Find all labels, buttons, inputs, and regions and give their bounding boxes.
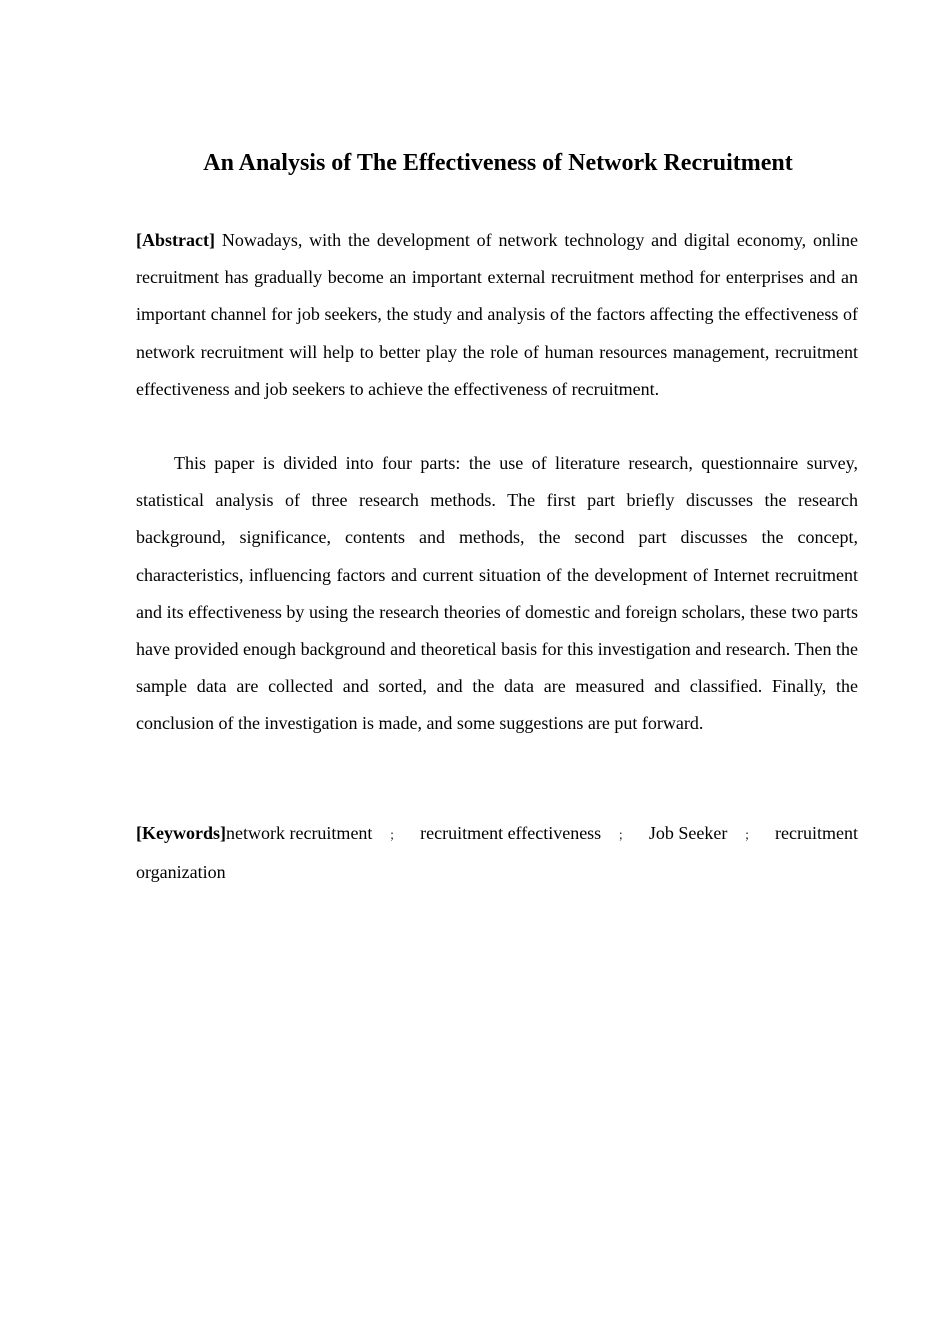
keywords-label: [Keywords] (136, 823, 226, 843)
keyword-item: recruitment (775, 823, 858, 843)
keyword-separator: ； (389, 828, 402, 842)
keywords-group (136, 815, 372, 852)
paper-title: An Analysis of The Effectiveness of Network Recruitment (203, 150, 793, 176)
keyword-item: organization (136, 862, 226, 883)
abstract-paragraph (136, 222, 858, 408)
keyword-item: Job Seeker (648, 823, 728, 843)
keywords-line (136, 815, 858, 854)
keyword-separator: ； (618, 828, 631, 842)
abstract-text: Nowadays, with the development of network technology and digital economy, online recruitment has gradually become an important external recruitment method for enterprises and an important channel for job seekers, the study and analysis of the factors affecting the effectiveness of network recruitment will help to better play the role of human resources management, recruitment effectiveness and job seekers to achieve the effectiveness of recruitment. (136, 230, 859, 399)
abstract-paragraph-2: This paper is divided into four parts: the use of literature research, questionnaire survey, statistical analysis of three research methods. The first part briefly discusses the research background, significance, contents and methods, the second part discusses the concept, characteristics, influencing factors and current situation of the development of Internet recruitment and its effectiveness by using the research theories of domestic and foreign scholars, these two parts have provided enough background and theoretical basis for this investigation and research. Then the sample data are collected and sorted, and the data are measured and classified. Finally, the conclusion of the investigation is made, and some suggestions are put forward. (136, 453, 858, 734)
keywords-section (136, 815, 858, 891)
abstract-label: [Abstract] (136, 230, 215, 250)
keyword-item: recruitment effectiveness (420, 823, 602, 843)
keyword-item: network recruitment (225, 823, 373, 843)
keyword-separator: ； (744, 828, 757, 842)
